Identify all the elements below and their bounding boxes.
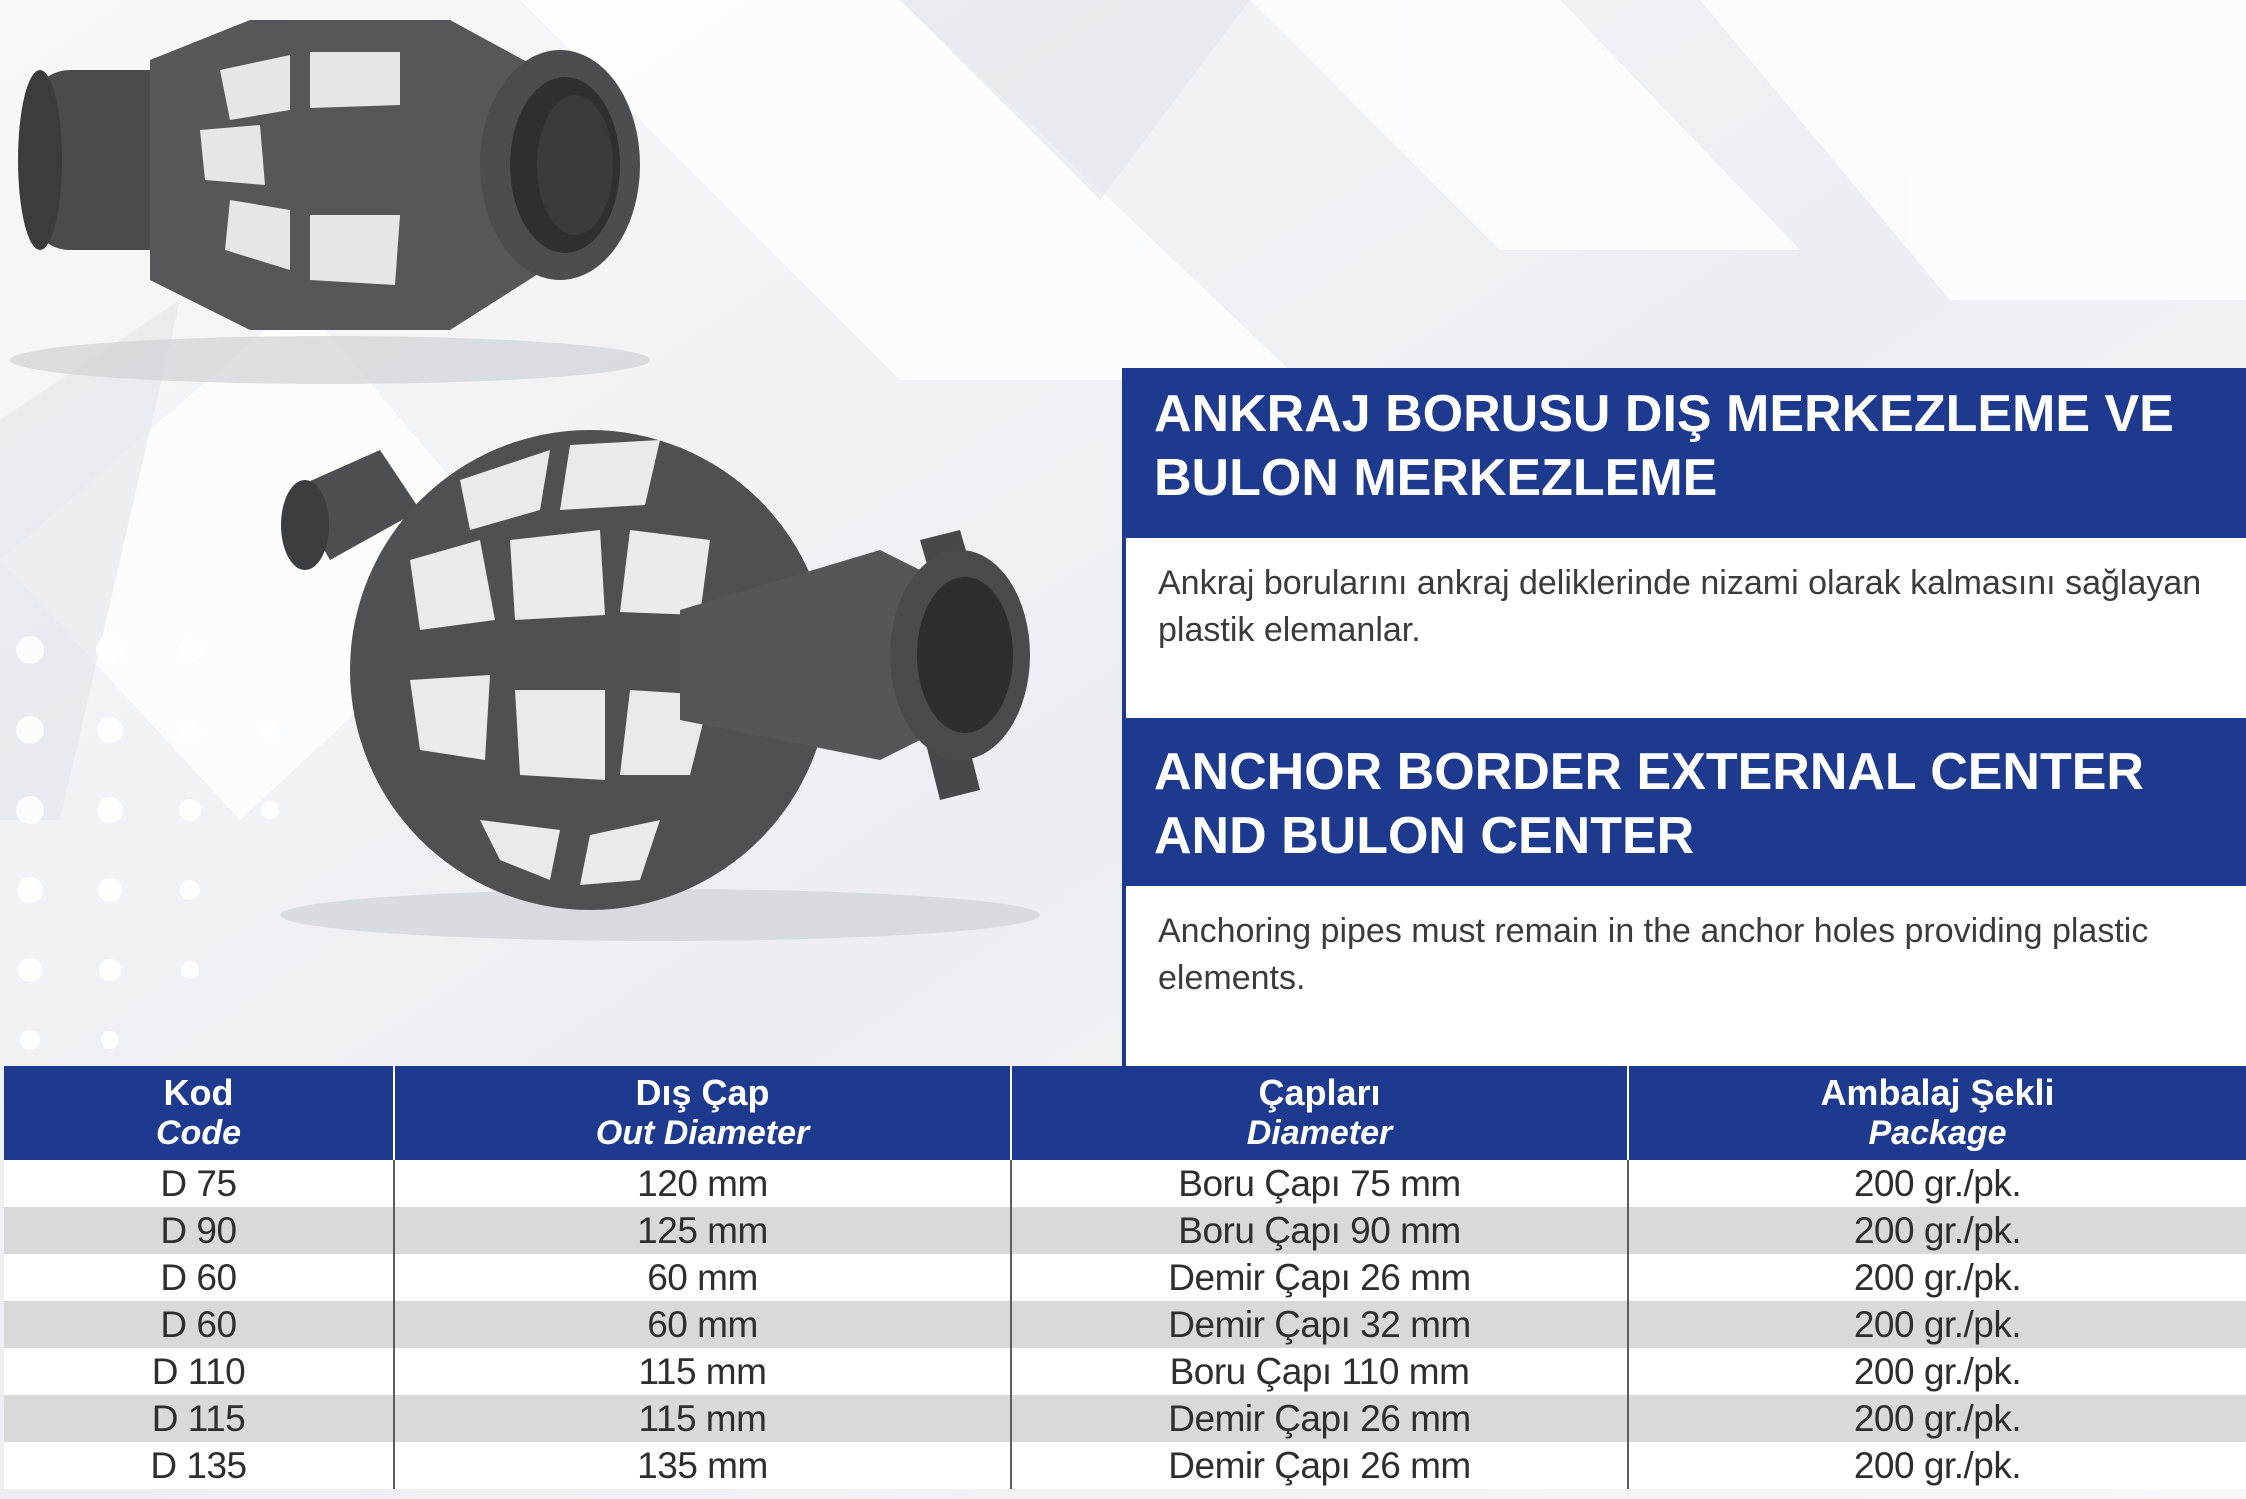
cell-code: D 60 xyxy=(4,1254,394,1301)
cell-out-diameter: 125 mm xyxy=(394,1207,1011,1254)
header-package xyxy=(1628,1066,2246,1160)
table-header-row xyxy=(4,1066,2246,1160)
cell-out-diameter: 60 mm xyxy=(394,1301,1011,1348)
table-row xyxy=(4,1442,2246,1489)
cell-diameter: Demir Çapı 26 mm xyxy=(1011,1254,1628,1301)
cell-out-diameter: 60 mm xyxy=(394,1254,1011,1301)
cell-diameter: Demir Çapı 26 mm xyxy=(1011,1395,1628,1442)
cell-code: D 75 xyxy=(4,1160,394,1207)
product-images xyxy=(0,0,1130,1060)
title-english: ANCHOR BORDER EXTERNAL CENTER AND BULON CENTER xyxy=(1122,718,2246,886)
cell-package: 200 gr./pk. xyxy=(1628,1207,2246,1254)
table-row xyxy=(4,1395,2246,1442)
cell-package: 200 gr./pk. xyxy=(1628,1442,2246,1489)
cell-out-diameter: 135 mm xyxy=(394,1442,1011,1489)
header-code xyxy=(4,1066,394,1160)
header-out-diameter xyxy=(394,1066,1011,1160)
description-turkish: Ankraj borularını ankraj deliklerinde nizami olarak kalmasını sağlayan plastik elemanlar. xyxy=(1122,538,2246,718)
header-code-sublabel: Code xyxy=(156,1114,241,1152)
header-package-label: Ambalaj Şekli xyxy=(1820,1072,2055,1113)
header-diameter-label: Çapları xyxy=(1258,1072,1381,1113)
description-english: Anchoring pipes must remain in the anchor holes providing plastic elements. xyxy=(1122,886,2246,1068)
bolt-centralizer-cage-icon xyxy=(260,390,1120,950)
cell-diameter: Boru Çapı 75 mm xyxy=(1011,1160,1628,1207)
cell-diameter: Demir Çapı 32 mm xyxy=(1011,1301,1628,1348)
header-out-diameter-sublabel: Out Diameter xyxy=(595,1114,810,1152)
cell-package: 200 gr./pk. xyxy=(1628,1160,2246,1207)
table-row xyxy=(4,1348,2246,1395)
cell-package: 200 gr./pk. xyxy=(1628,1348,2246,1395)
table-row xyxy=(4,1160,2246,1207)
cell-diameter: Boru Çapı 110 mm xyxy=(1011,1348,1628,1395)
cell-package: 200 gr./pk. xyxy=(1628,1395,2246,1442)
cell-code: D 90 xyxy=(4,1207,394,1254)
table-header xyxy=(4,1066,2246,1160)
cell-diameter: Demir Çapı 26 mm xyxy=(1011,1442,1628,1489)
cell-diameter: Boru Çapı 90 mm xyxy=(1011,1207,1628,1254)
table-row xyxy=(4,1254,2246,1301)
cell-code: D 110 xyxy=(4,1348,394,1395)
header-out-diameter-label: Dış Çap xyxy=(635,1072,770,1113)
cell-code: D 115 xyxy=(4,1395,394,1442)
table-row xyxy=(4,1207,2246,1254)
cell-code: D 135 xyxy=(4,1442,394,1489)
spec-table xyxy=(4,1066,2246,1489)
title-turkish: ANKRAJ BORUSU DIŞ MERKEZLEME VE BULON MERKEZLEME xyxy=(1122,368,2246,538)
cell-code: D 60 xyxy=(4,1301,394,1348)
cell-out-diameter: 115 mm xyxy=(394,1395,1011,1442)
header-diameter-sublabel: Diameter xyxy=(1246,1114,1393,1152)
cell-out-diameter: 115 mm xyxy=(394,1348,1011,1395)
header-code-label: Kod xyxy=(163,1072,234,1113)
anchor-pipe-centralizer-icon xyxy=(0,0,680,400)
table-row xyxy=(4,1301,2246,1348)
info-panel xyxy=(1122,368,2246,1068)
cell-package: 200 gr./pk. xyxy=(1628,1301,2246,1348)
cell-out-diameter: 120 mm xyxy=(394,1160,1011,1207)
cell-package: 200 gr./pk. xyxy=(1628,1254,2246,1301)
header-diameter xyxy=(1011,1066,1628,1160)
table-body xyxy=(4,1160,2246,1489)
header-package-sublabel: Package xyxy=(1868,1114,2007,1152)
